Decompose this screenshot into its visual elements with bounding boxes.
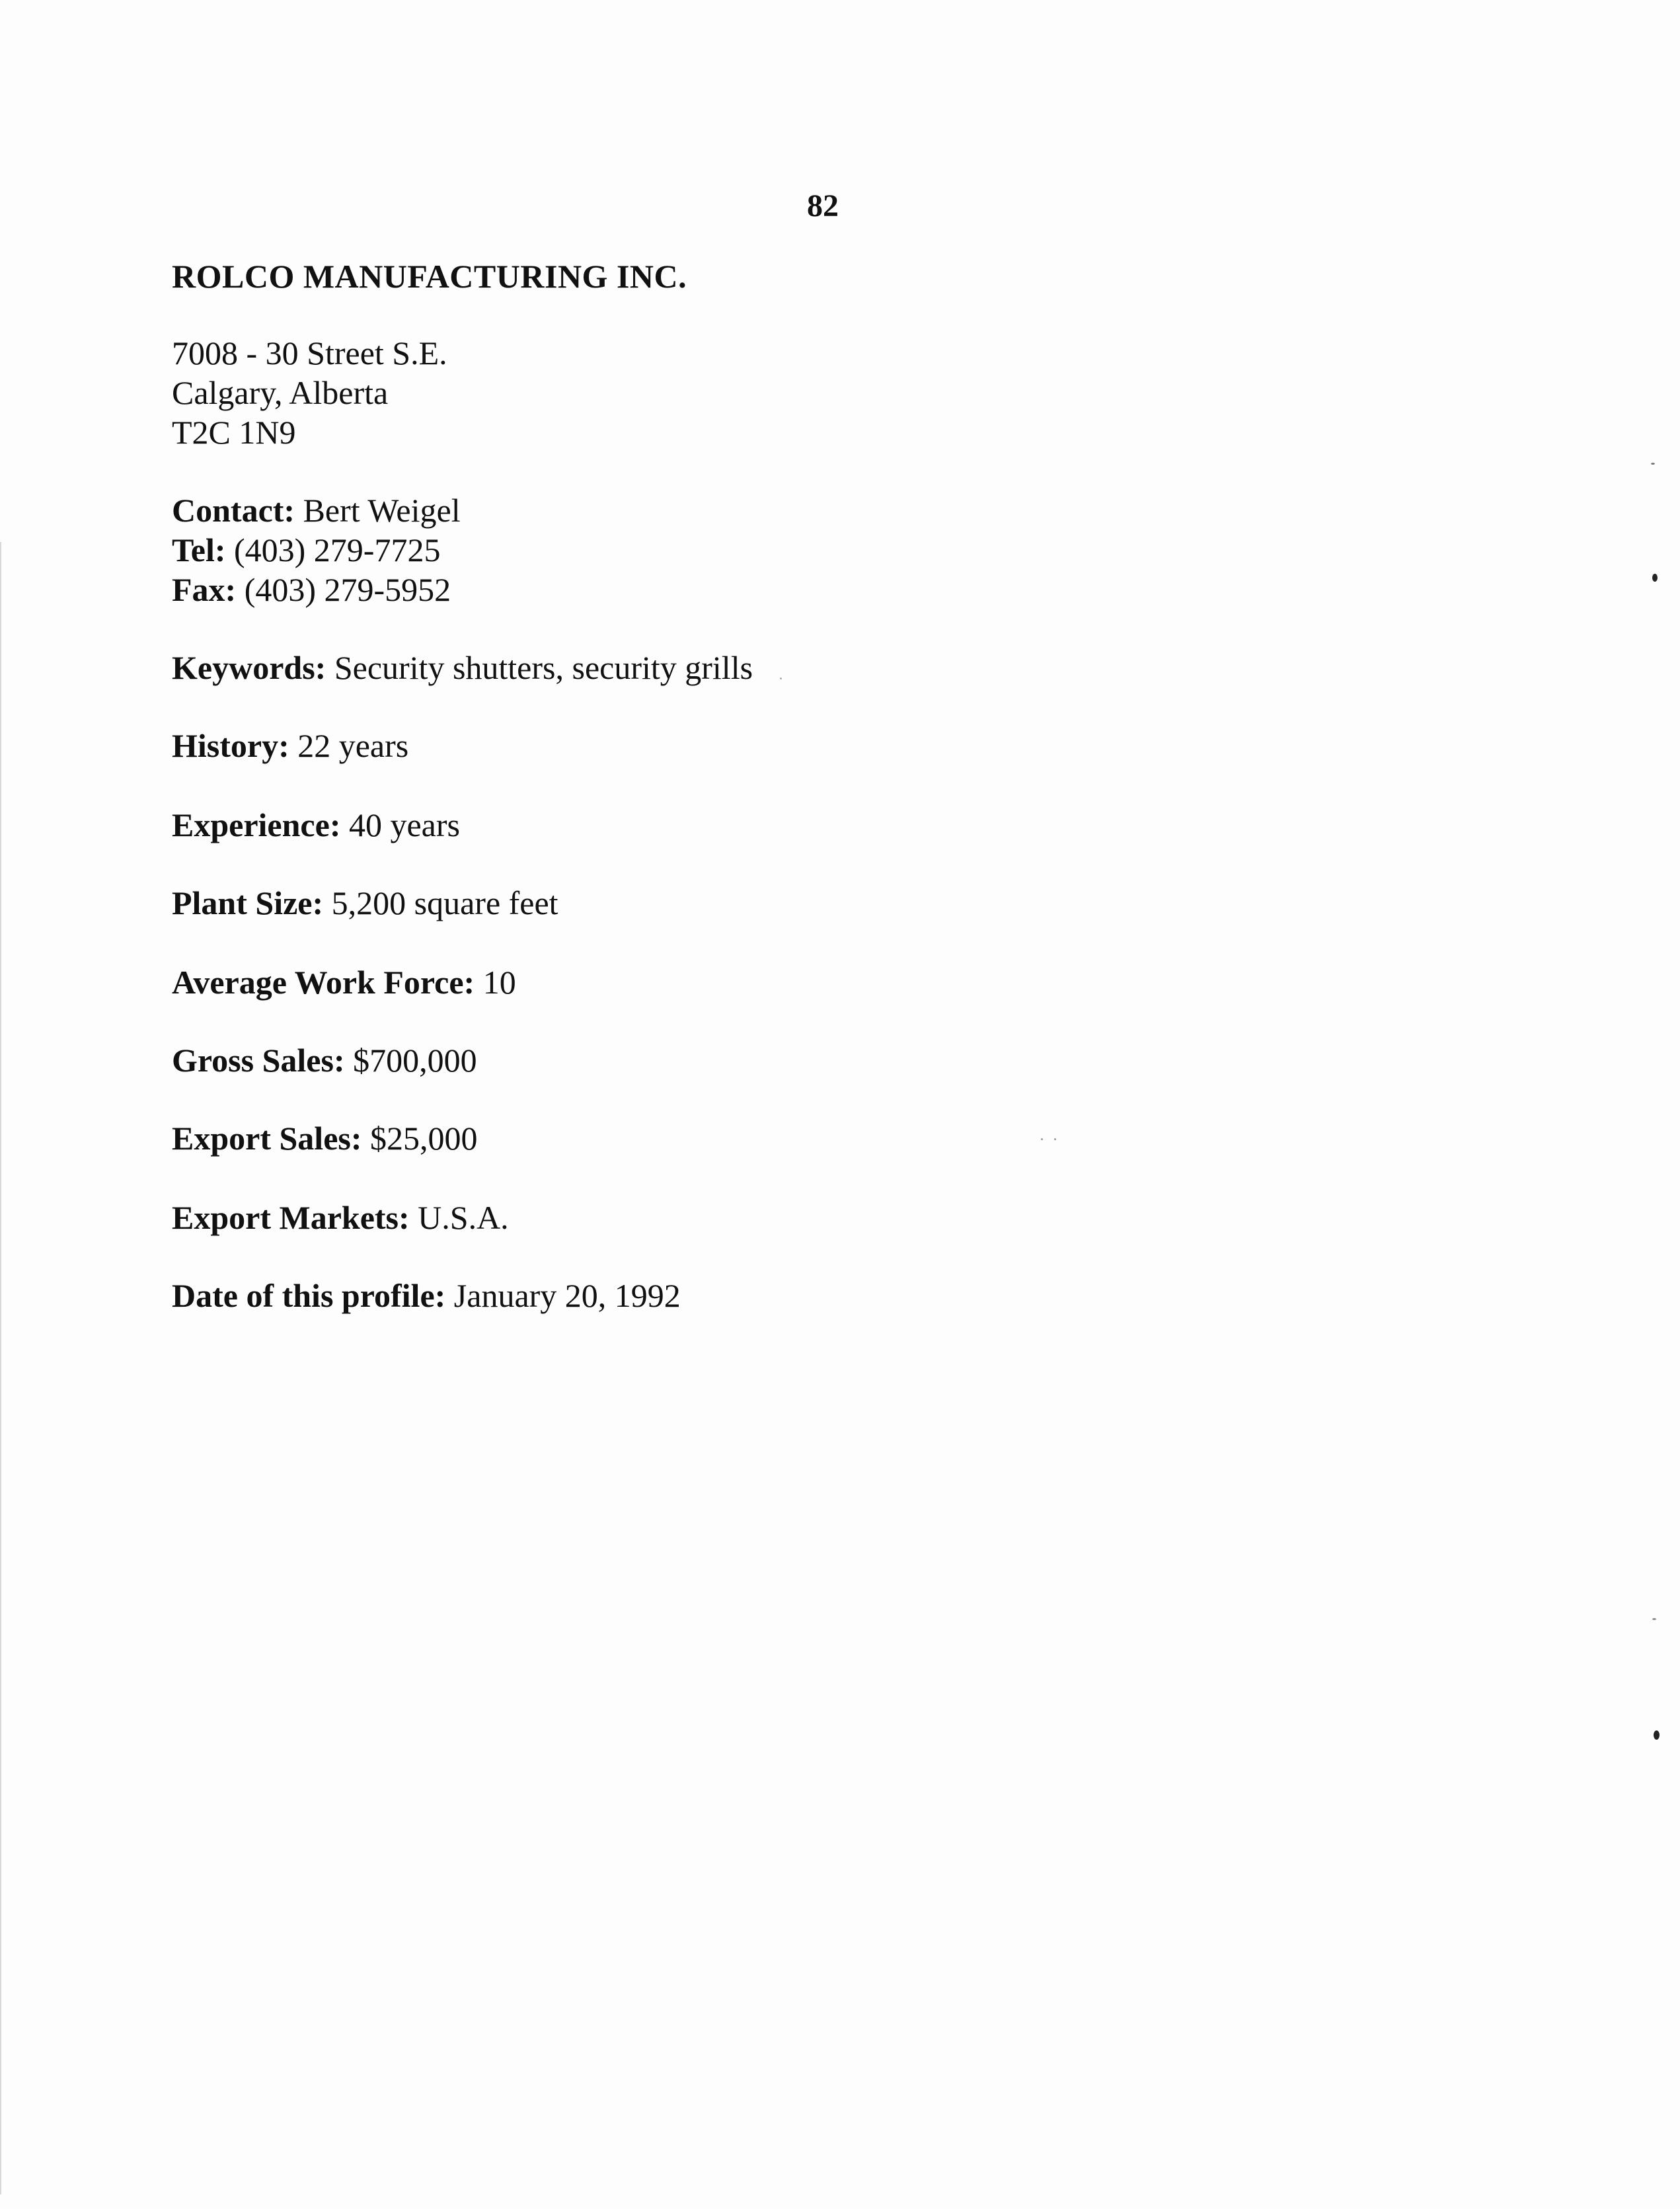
- scan-speck: [1041, 1138, 1043, 1140]
- work-force-label: Average Work Force:: [172, 964, 475, 1001]
- address-street: 7008 - 30 Street S.E.: [172, 334, 447, 371]
- contact-value: Bert Weigel: [303, 492, 461, 529]
- scan-edge-line: [0, 542, 1, 2194]
- scan-speck: [1054, 1138, 1056, 1140]
- scan-speck: [1651, 463, 1655, 465]
- work-force-value: 10: [482, 964, 516, 1001]
- history-value: 22 years: [297, 727, 409, 764]
- page-number: 82: [807, 188, 839, 223]
- gross-sales-label: Gross Sales:: [172, 1042, 345, 1079]
- keywords-value: Security shutters, security grills: [334, 649, 753, 686]
- experience-value: 40 years: [348, 806, 460, 843]
- export-sales-line: [172, 1118, 478, 1158]
- profile-date-line: [172, 1276, 681, 1315]
- profile-date-label: Date of this profile:: [172, 1277, 446, 1314]
- history-line: [172, 726, 408, 765]
- export-sales-value: $25,000: [370, 1120, 478, 1157]
- gross-sales-line: [172, 1040, 477, 1080]
- profile-date-value: January 20, 1992: [453, 1277, 681, 1314]
- plant-size-label: Plant Size:: [172, 884, 324, 921]
- export-markets-value: U.S.A.: [418, 1199, 509, 1236]
- plant-size-line: [172, 883, 558, 923]
- fax-label: Fax:: [172, 571, 237, 608]
- experience-label: Experience:: [172, 806, 341, 843]
- keywords-label: Keywords:: [172, 649, 326, 686]
- work-force-line: [172, 962, 516, 1002]
- scan-speck: [1652, 1618, 1656, 1620]
- scan-speck: [1652, 574, 1658, 582]
- contact-label: Contact:: [172, 492, 295, 529]
- gross-sales-value: $700,000: [353, 1042, 477, 1079]
- plant-size-value: 5,200 square feet: [331, 884, 558, 921]
- keywords-line: [172, 648, 753, 687]
- company-name: ROLCO MANUFACTURING INC.: [172, 258, 687, 295]
- fax-value: (403) 279-5952: [244, 571, 451, 608]
- export-sales-label: Export Sales:: [172, 1120, 362, 1157]
- scan-speck: [780, 678, 782, 679]
- address-postal-code: T2C 1N9: [172, 414, 296, 451]
- fax-line: [172, 570, 451, 609]
- experience-line: [172, 805, 460, 845]
- address-city: Calgary, Alberta: [172, 374, 389, 411]
- contact-line: [172, 490, 461, 530]
- export-markets-line: [172, 1198, 509, 1237]
- tel-value: (403) 279-7725: [234, 531, 441, 568]
- export-markets-label: Export Markets:: [172, 1199, 410, 1236]
- history-label: History:: [172, 727, 289, 764]
- tel-line: [172, 530, 440, 570]
- tel-label: Tel:: [172, 531, 226, 568]
- scan-speck: [1654, 1730, 1660, 1740]
